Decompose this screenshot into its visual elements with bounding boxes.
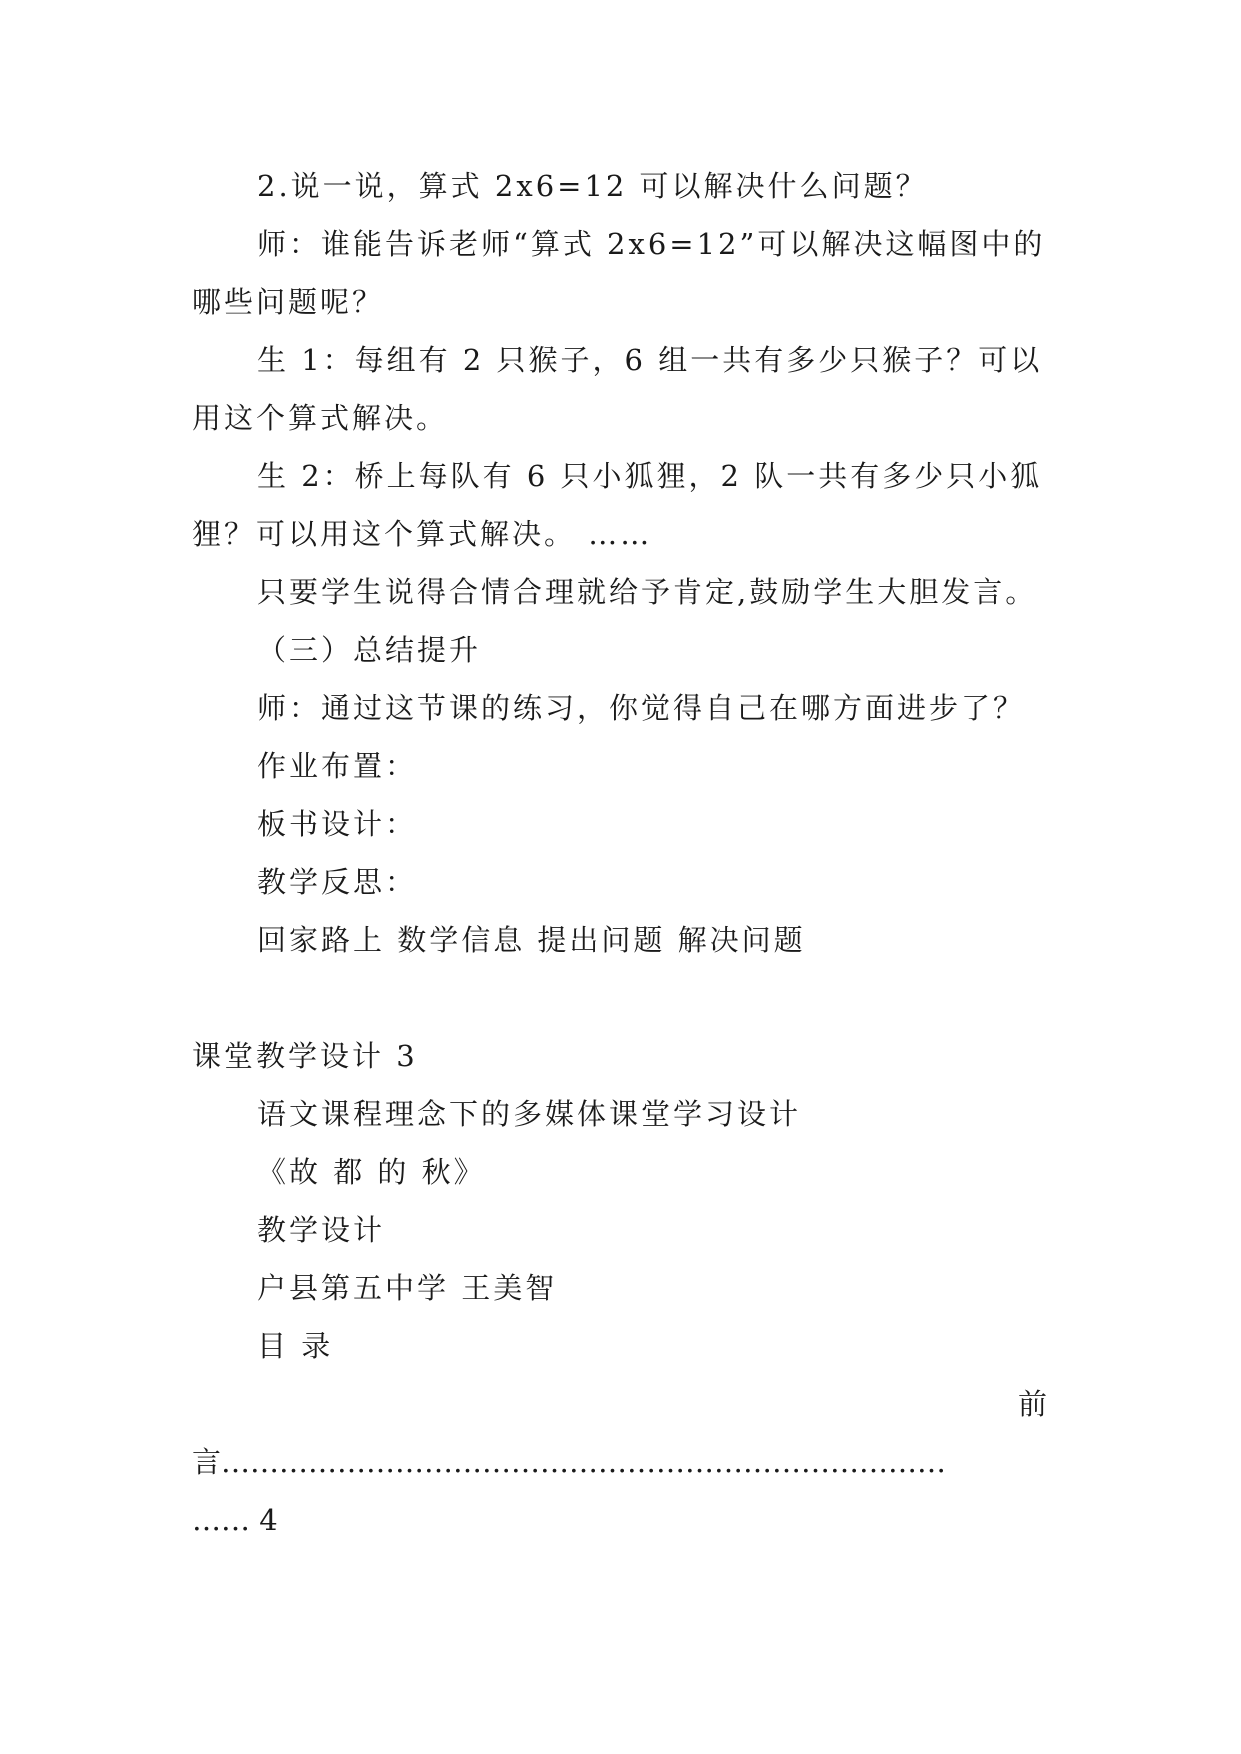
paragraph-student-1-line-2: 用这个算式解决。: [192, 401, 449, 435]
paragraph-encouragement: 只要学生说得合情合理就给予肯定,鼓励学生大胆发言。: [257, 575, 1038, 609]
paragraph-teacher-line-1: 师：谁能告诉老师“算式 2x6=12”可以解决这幅图中的: [257, 227, 1046, 261]
label-board-design: 板书设计：: [257, 807, 418, 841]
paragraph-student-2-line-2: 狸？可以用这个算式解决。 ……: [192, 517, 653, 551]
paragraph-teacher-line-2: 哪些问题呢？: [192, 285, 385, 319]
toc-entry-preface-page: …… 4: [192, 1503, 278, 1537]
paragraph-student-2-line-1: 生 2：桥上每队有 6 只小狐狸，2 队一共有多少只小狐: [257, 459, 1043, 493]
title-multimedia-design: 语文课程理念下的多媒体课堂学习设计: [257, 1097, 802, 1131]
paragraph-board-keywords: 回家路上 数学信息 提出问题 解决问题: [257, 923, 806, 957]
label-teaching-reflection: 教学反思：: [257, 865, 418, 899]
paragraph-teacher-reflection: 师：通过这节课的练习，你觉得自己在哪方面进步了？: [257, 691, 1026, 725]
author-school: 户县第五中学 王美智: [257, 1271, 558, 1305]
paragraph-question-2: 2.说一说，算式 2x6=12 可以解决什么问题？: [257, 169, 928, 203]
section-heading-summary: （三）总结提升: [257, 633, 482, 667]
toc-entry-preface-leader: 言…………………………………………………………………: [192, 1445, 947, 1479]
label-homework: 作业布置：: [257, 749, 418, 783]
heading-lesson-design-3: 课堂教学设计 3: [192, 1039, 418, 1073]
subtitle-teaching-design: 教学设计: [257, 1213, 386, 1247]
toc-heading: 目 录: [257, 1329, 334, 1363]
paragraph-student-1-line-1: 生 1：每组有 2 只猴子，6 组一共有多少只猴子？可以: [257, 343, 1043, 377]
toc-entry-preface-char-1: 前: [1018, 1387, 1051, 1421]
title-autumn-in-old-capital: 《故 都 的 秋》: [257, 1155, 486, 1189]
